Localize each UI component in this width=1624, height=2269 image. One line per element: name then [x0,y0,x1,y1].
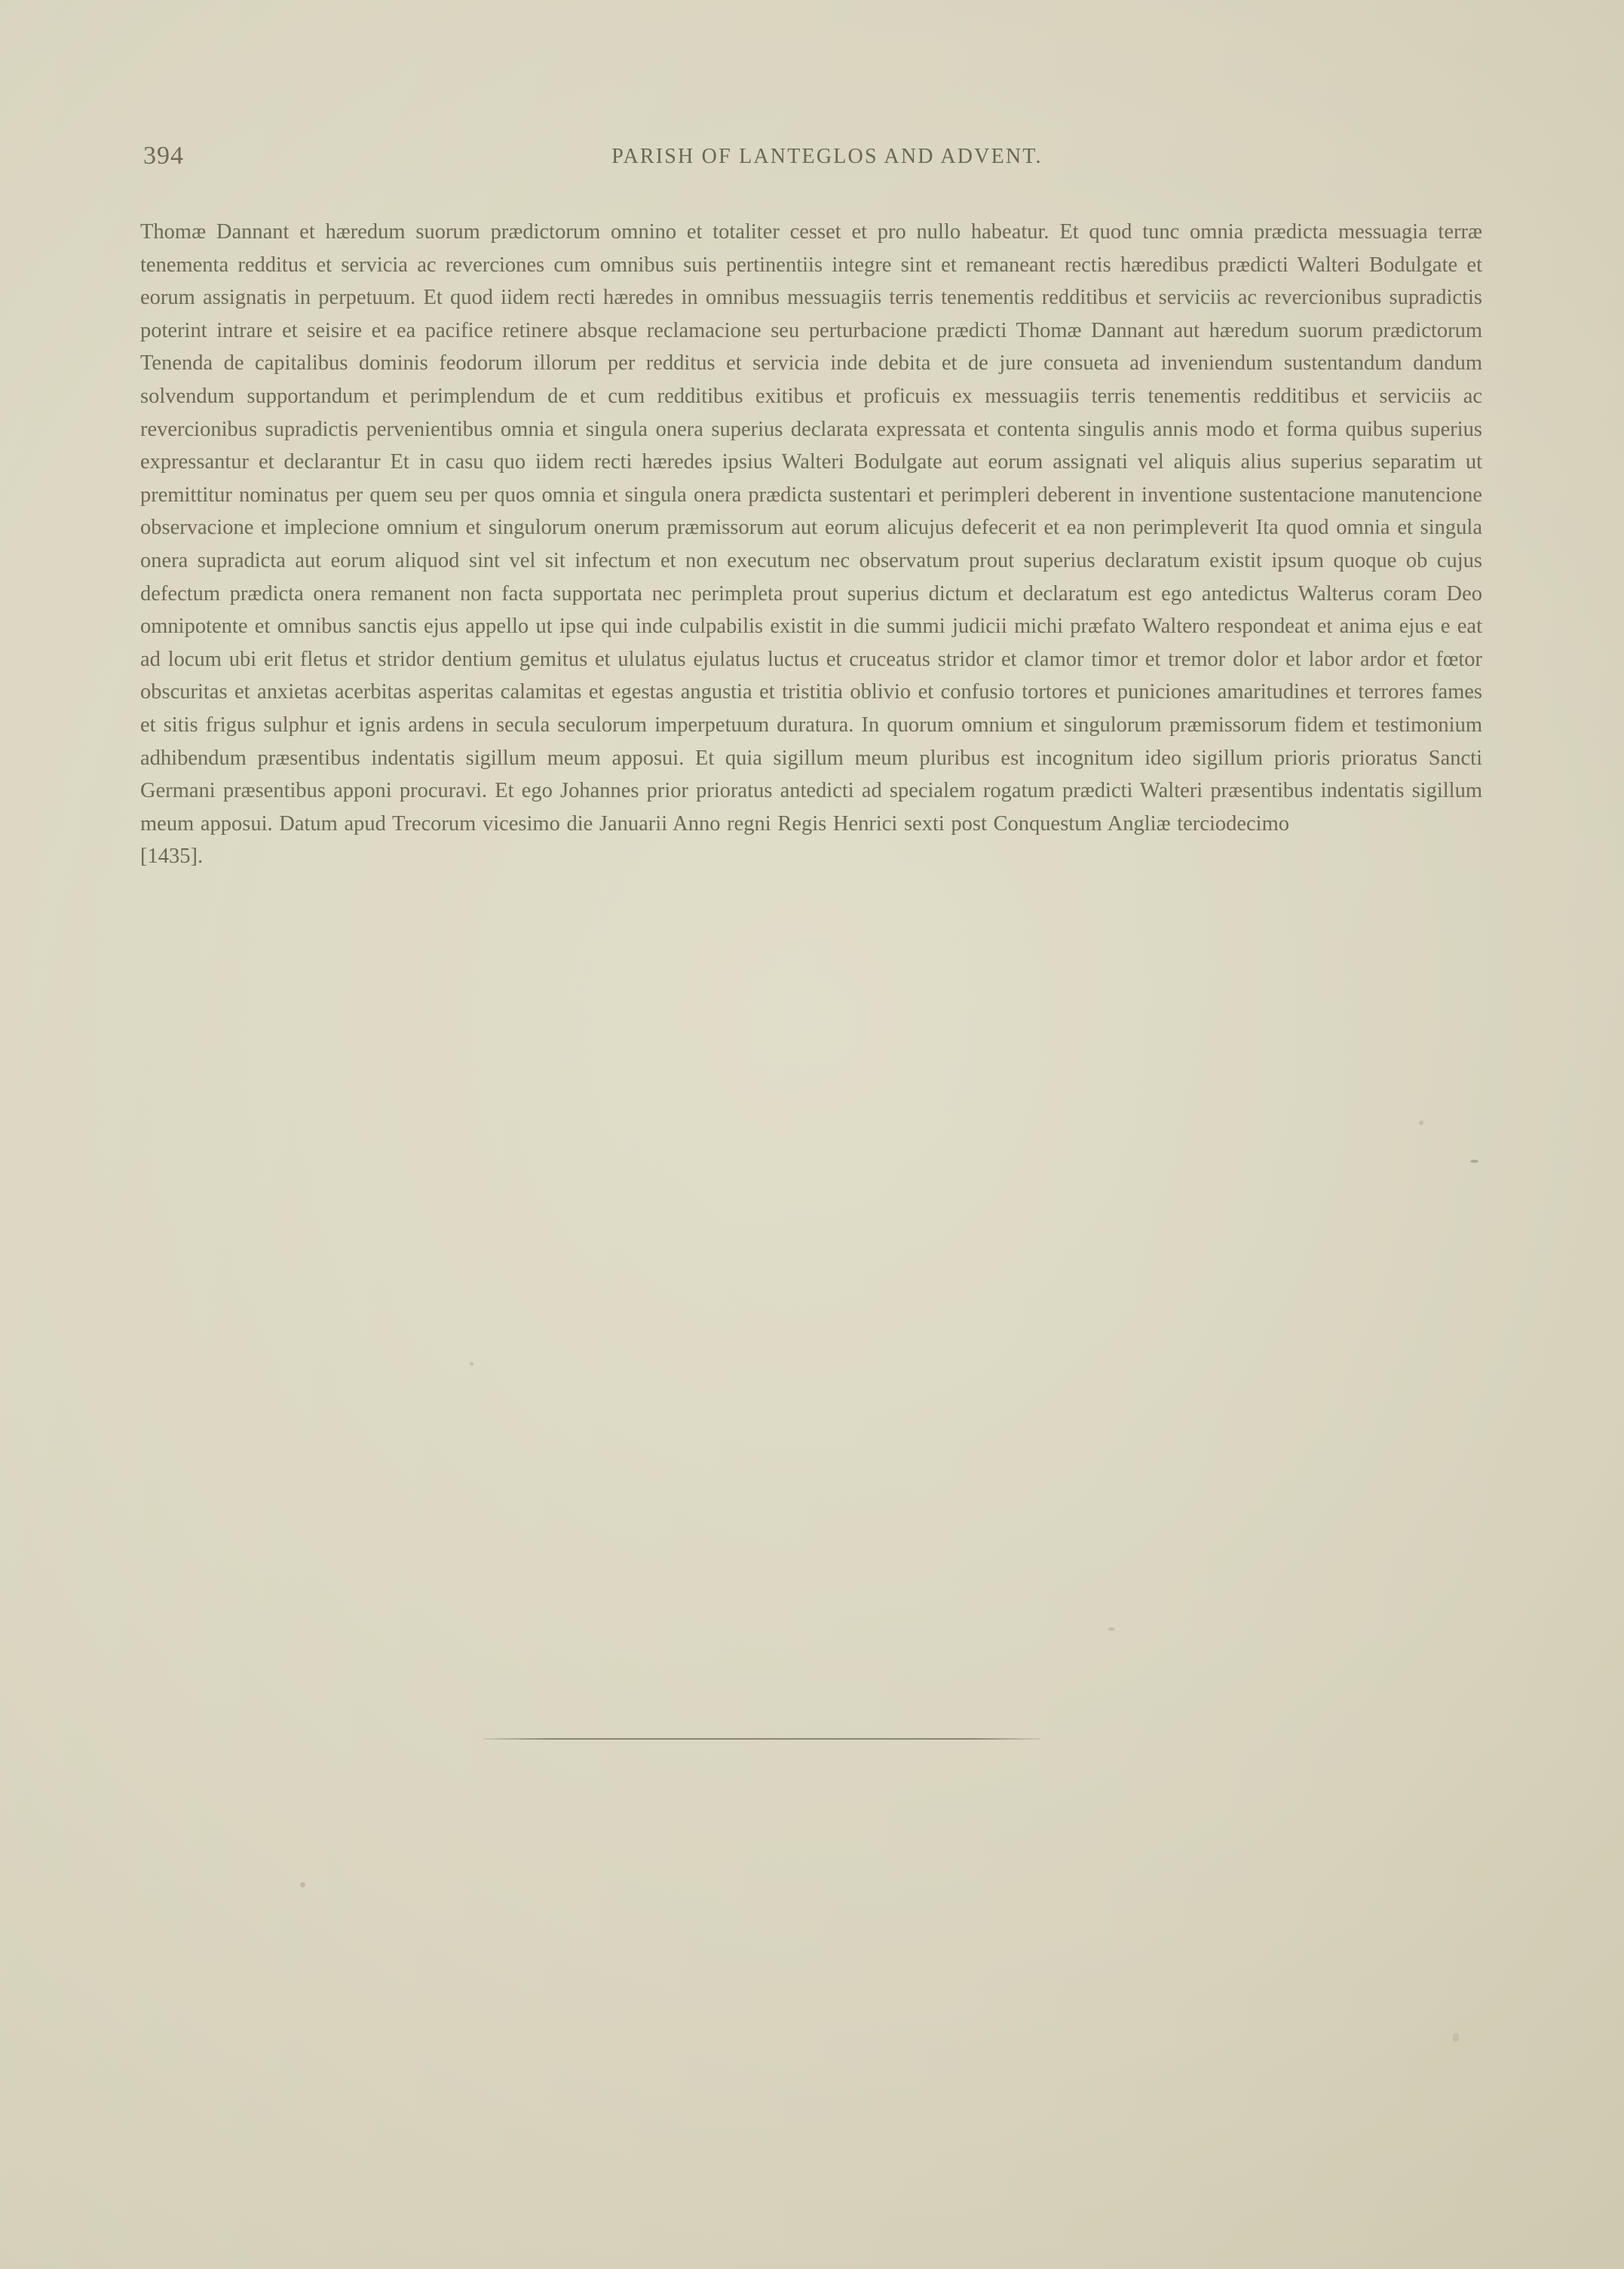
scan-speck [470,1362,473,1366]
body-paragraph: Thomæ Dannant et hæredum suorum prædictorum omnino et totaliter cesset et pro nullo habeatur. Et quod tunc omnia prædicta messuagia terræ tenementa redditus et servicia ac reverciones cum omnibus suis pertinentiis integre sint et remaneant rectis hæredibus prædicti Walteri Bodulgate et eorum assignatis in perpetuum. Et quod iidem recti hæredes in omnibus messuagiis terris tenementis redditibus et serviciis ac revercionibus supradictis poterint intrare et seisire et ea pacifice retinere absque reclamacione seu perturbacione prædicti Thomæ Dannant aut hæredum suorum prædictorum Tenenda de capitalibus dominis feodorum illorum per redditus et servicia inde debita et de jure consueta ad inveniendum sustentandum dandum solvendum supportandum et perimplendum de et cum redditibus exitibus et proficuis ex messuagiis terris tenementis redditibus et serviciis ac revercionibus supradictis pervenientibus omnia et singula onera superius declarata expressata et contenta singulis annis modo et forma quibus superius expressantur et declarantur Et in casu quo iidem recti hæredes ipsius Walteri Bodulgate aut eorum assignati vel aliquis alius superius separatim ut premittitur nominatus per quem seu per quos omnia et singula onera prædicta sustentari et perimpleri deberent in inventione sustentacione manutencione observacione et implecione omnium et singulorum onerum præmissorum aut eorum alicujus defecerit et ea non perimpleverit Ita quod omnia et singula onera supradicta aut eorum aliquod sint vel sit infectum et non executum nec observatum prout superius declaratum existit ipsum quoque ob cujus defectum prædicta onera remanent non facta supportata nec perimpleta prout superius dictum et declaratum est ego antedictus Walterus coram Deo omnipotente et omnibus sanctis ejus appello ut ipse qui inde culpabilis existit in die summi judicii michi præfato Waltero respondeat et anima ejus e eat ad locum ubi erit fletus et stridor dentium gemitus et ululatus ejulatus luctus et cruceatus stridor et clamor timor et tremor dolor et labor ardor et fœtor obscuritas et anxietas acerbitas asperitas calamitas et egestas angustia et tristitia oblivio et confusio tortores et puniciones amaritudines et terrores fames et sitis frigus sulphur et ignis ardens in secula seculorum imperpetuum duratura. In quorum omnium et singulorum præmissorum fidem et testimonium adhibendum præsentibus indentatis sigillum meum apposui. Et quia sigillum meum pluribus est incognitum ideo sigillum prioris prioratus Sancti Germani præsentibus apponi procuravi. Et ego Johannes prior prioratus antedicti ad specialem rogatum prædicti Walteri præsentibus indentatis sigillum meum apposui. Datum apud Trecorum vicesimo die Januarii Anno regni Regis Henrici sexti post Conquestum Angliæ terciodecimo [140,220,1482,836]
page-number: 394 [143,142,184,170]
scan-speck [1470,1160,1478,1163]
page-header [0,142,1624,172]
body-text [140,216,1482,873]
scan-speck [1419,1121,1423,1125]
running-title: PARISH OF LANTEGLOS AND ADVENT. [611,145,1043,168]
scan-speck [1108,1627,1115,1631]
date-bracket: [1435]. [140,845,204,869]
scan-speck [1453,2033,1459,2042]
scan-speck [1467,695,1474,698]
horizontal-rule [483,1738,1040,1740]
scan-speck [300,1882,305,1887]
